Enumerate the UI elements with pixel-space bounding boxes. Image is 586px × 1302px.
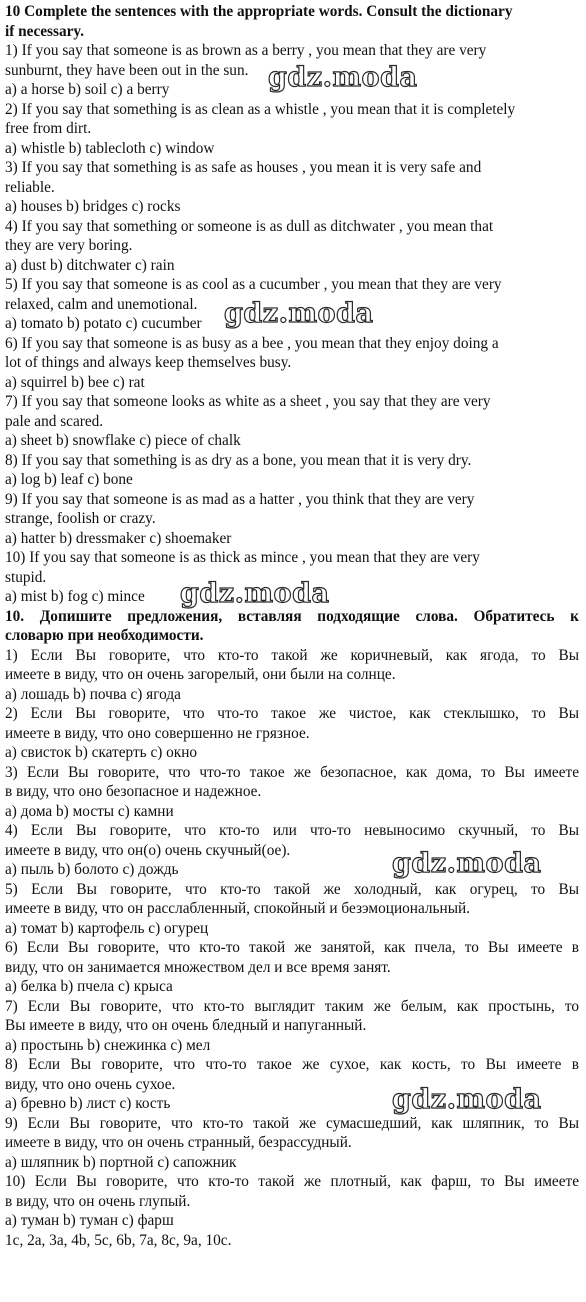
text-line: a) log b) leaf c) bone [5,471,133,488]
text-line: sunburnt, they have been out in the sun. [5,61,249,79]
text-line: имеете в виду, что оно совершенно не грязное. [5,724,310,742]
text-line: 2) Если Вы говорите, что что-то такое же чистое, как стеклышко, то Вы [5,705,579,722]
heading-line: 10. Допишите предложения, вставляя подходящие слова. Обратитесь к [5,607,579,625]
text-line: stupid. [5,568,47,586]
heading-line: if necessary. [5,22,85,40]
watermark-logo: gdz.moda [268,62,418,93]
text-line: a) белка b) пчела c) крыса [5,978,173,995]
text-line: relaxed, calm and unemotional. [5,295,198,313]
text-line: имеете в виду, что он(о) очень скучный(ое). [5,841,291,859]
text-line: в виду, что оно безопасное и надежное. [5,783,262,800]
text-line: free from dirt. [5,120,92,137]
text-line: a) томат b) картофель c) огурец [5,919,209,937]
text-line: имеете в виду, что он очень странный, безрассудный. [5,1134,352,1151]
heading-line: 10 Complete the sentences with the appropriate words. Consult the dictionary [5,3,513,20]
text-line: a) пыль b) болото c) дождь [5,861,179,878]
text-line: 8) Если Вы говорите, что что-то такое же сухое, как кость, то Вы имеете в [5,1056,579,1073]
text-line: they are very boring. [5,237,133,254]
text-line: 4) If you say that something or someone is as dull as ditchwater , you mean that [5,217,494,235]
text-line: 3) If you say that something is as safe as houses , you mean it is very safe and [5,159,482,176]
text-line: a) туман b) туман c) фарш [5,1212,174,1229]
exercise-page [5,2,579,1250]
text-line: 4) Если Вы говорите, что кто-то или что-то невыносимо скучный, то Вы [5,822,579,839]
text-line: Вы имеете в виду, что он очень бледный и напуганный. [5,1017,367,1034]
text-line: reliable. [5,178,55,196]
watermark-logo: gdz.moda [392,848,542,879]
text-line: имеете в виду, что он очень загорелый, они были на солнце. [5,666,396,683]
text-line: в виду, что он очень глупый. [5,1192,191,1210]
text-line: 7) Если Вы говорите, что кто-то выглядит таким же белым, как простынь, то [5,997,579,1015]
heading-line: словарю при необходимости. [5,627,204,644]
text-line: a) hatter b) dressmaker c) shoemaker [5,529,232,547]
text-line: a) свисток b) скатерть c) окно [5,744,198,761]
text-line: виду, что он занимается множеством дел и все время занят. [5,958,391,976]
text-line: 1) If you say that someone is as brown as a berry , you mean that they are very [5,42,487,59]
text-line: a) дома b) мосты c) камни [5,802,174,820]
text-line: 3) Если Вы говорите, что что-то такое же безопасное, как дома, то Вы имеете [5,763,579,781]
text-line: имеете в виду, что он расслабленный, спокойный и безэмоциональный. [5,900,470,917]
text-line: 1) Если Вы говорите, что кто-то такой же коричневый, как ягода, то Вы [5,646,579,664]
text-line: a) шляпник b) портной c) сапожник [5,1153,237,1171]
text-line: a) бревно b) лист c) кость [5,1095,171,1112]
text-line: виду, что оно очень сухое. [5,1075,176,1093]
text-line: 8) If you say that something is as dry as a bone, you mean that it is very dry. [5,451,472,469]
text-line: a) a horse b) soil c) a berry [5,81,170,98]
text-line: 7) If you say that someone looks as white as a sheet , you say that they are very [5,393,491,410]
text-line: a) tomato b) potato c) cucumber [5,315,202,332]
watermark-logo: gdz.moda [180,578,330,609]
text-line: a) squirrel b) bee c) rat [5,373,145,391]
text-line: 10) Если Вы говорите, что кто-то такой же плотный, как фарш, то Вы имеете [5,1173,579,1190]
answer-key: 1c, 2a, 3a, 4b, 5c, 6b, 7a, 8c, 9a, 10c. [5,1231,232,1249]
text-line: a) простынь b) снежинка c) мел [5,1036,211,1054]
text-line: 5) Если Вы говорите, что кто-то такой же холодный, как огурец, то Вы [5,880,579,898]
text-line: 6) If you say that someone is as busy as a bee , you mean that they enjoy doing a [5,334,499,352]
text-line: 10) If you say that someone is as thick as mince , you mean that they are very [5,549,480,566]
text-line: lot of things and always keep themselves busy. [5,354,292,371]
text-line: a) whistle b) tablecloth c) window [5,139,215,157]
text-line: 5) If you say that someone is as cool as a cucumber , you mean that they are very [5,276,502,293]
text-line: a) mist b) fog c) mince [5,588,145,605]
text-line: 9) Если Вы говорите, что кто-то такой же сумасшедший, как шляпник, то Вы [5,1114,579,1132]
text-line: a) houses b) bridges c) rocks [5,198,181,215]
watermark-logo: gdz.moda [224,298,374,329]
russian-exercise [5,607,579,1231]
text-line: a) sheet b) snowflake c) piece of chalk [5,432,241,449]
text-line: strange, foolish or crazy. [5,510,156,527]
text-line: 2) If you say that something is as clean as a whistle , you mean that it is completely [5,100,516,118]
text-line: 6) Если Вы говорите, что кто-то такой же занятой, как пчела, то Вы имеете в [5,939,579,956]
text-line: a) лошадь b) почва c) ягода [5,685,181,703]
text-line: 9) If you say that someone is as mad as a hatter , you think that they are very [5,490,475,508]
text-line: a) dust b) ditchwater c) rain [5,256,175,274]
watermark-logo: gdz.moda [392,1084,542,1115]
text-line: pale and scared. [5,412,104,430]
